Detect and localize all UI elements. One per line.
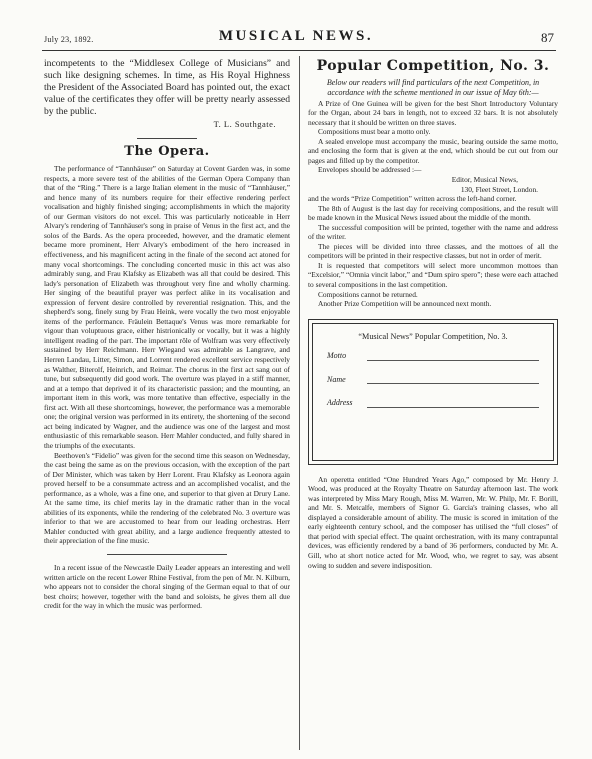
entry-form-inner [312, 323, 554, 461]
competition-paragraph: Envelopes should be addressed :— [318, 165, 422, 175]
address-line[interactable] [367, 399, 539, 408]
left-column [44, 58, 290, 611]
address-label: Address [327, 398, 353, 408]
intro-paragraph: incompetents to the “Middlesex College of Musicians” and such like designing schemes. In time, as His Royal Highness the President of the Associated Board has pointed out, the exact value of the certificates they offer will be pretty nearly assessed by the public. [44, 58, 290, 117]
masthead-title: MUSICAL NEWS. [218, 28, 374, 44]
motto-field[interactable] [327, 351, 539, 361]
newcastle-paragraph: In a recent issue of the Newcastle Daily Leader appears an interesting and well written article on the recent Lower Rhine Festival, from the pen of Mr. N. Kilburn, who appears not to consider the choral singing of the German equal to that of our best choirs; however, together with the band and soloists, he gives them all due credit for the way in which the music was performed. [44, 562, 290, 611]
motto-label: Motto [327, 351, 347, 361]
opera-paragraph-2: Beethoven's “Fidelio” was given for the second time this season on Wednesday, the cast being the same as on the previous occasion, with the exception of the part of Der Minister, which was taken by Herr Lorent. Frau Klafsky as Leonora again proved herself to be a consummate actress and an accomplished vocalist, and the performance, as a whole, was a fine one, and superior to that given at Drury Lane. At the same time, its chief merits lay in the dramatic rather than in the vocal abilities of its exponents, while the rendering of the celebrated No. 3 overture was inferior to that we are accustomed to hear from our leading orchestras. Herr Mahler conducted with great ability, and a large audience frequently attested to their appreciation of the fine music. [44, 450, 290, 546]
editor-address-line-1: Editor, Musical News, [451, 174, 518, 184]
competition-paragraph: A sealed envelope must accompany the music, bearing outside the same motto, and enclosing the form that is given at the end, which should be cut out from our pages and filled up by the competitor. [308, 136, 558, 165]
entry-form-title: “Musical News” Popular Competition, No. 3. [358, 331, 508, 341]
address-field[interactable] [327, 398, 539, 408]
competition-paragraph: and the words “Prize Competition” written across the left-hand corner. [308, 194, 517, 204]
competition-heading: Popular Competition, No. 3. [316, 58, 550, 74]
section-rule [107, 554, 227, 555]
entry-form-coupon [308, 319, 558, 465]
motto-line[interactable] [367, 352, 539, 361]
opera-paragraph-1: The performance of “Tannhäuser” on Saturday at Covent Garden was, in some respects, a more severe test of the abilities of the German Opera Company than that of the “Ring.” There is a large Italian element in the music of “Tannhäuser,” and hence many of its numbers require for their effective rendering perfect vocalisation and highly finished singing; accomplishments in which the majority of our German visitors do not excel. This was particularly noticeable in Herr Alvary's rendering of Tannhäuser's song in praise of Venus in the first act, and the solos of the Bards. As the opera proceeded, however, and the dramatic element became more prominent, Herr Alvary's embodiment of the hero increased in effectiveness, and his magnificent acting in the finale of the second act atoned for many vocal shortcomings. The concluding concerted music in this act was also admirably sung, and Frau Klafsky as Elizabeth was all that could be desired. This lady's personation of Elizabeth was throughout very fine and wholly charming. Her singing of the beautiful prayer was perfect alike in its vocalisation and expression of fervent desire controlled by reverential resignation. This, and the shepherd's song, finely sung by Frau Heink, were vocally the two most enjoyable items of the performance. Fräulein Bettaque's Venus was more remarkable for vigour than voluptuous grace, either histrionically or vocally, but it was a highly intelligent reading of the part. The important rôle of Wolfram was very effectively sustained by Herr Reichmann. Herr Wiegand was admirable as Langrave, and Herren Landau, Litter, Simon, and Lorrent rendered excellent service respectively as Walther, Biterolf, Heinrich, and Reimar. The chorus in the first act sang out of tune, but subsequently did good work. The overture was played in a stiff manner, and at a tempo that deprived it of its characteristic passion; and the mounting, an important item in this work, was more tentative than effective, especially in the first act. With all these shortcomings, however, the performance was a memorable one; the original version was performed in its entirety, the shortening of the second act being indicated by Wagner, and the audience was one of the largest and most enthusiastic of this remarkable season. Herr Mahler conducted, and fully shared in the triumphs of the executants. [44, 164, 290, 450]
competition-paragraph: The 8th of August is the last day for receiving compositions, and the result will be made known in the Musical News issued about the middle of the month. [308, 203, 558, 223]
competition-paragraph: It is requested that competitors will select more uncommon mottoes than “Excelsior,” “Omnia vincit labor,” and “Dum spiro spero”; these were each attached to several compositions in the last competition. [308, 260, 558, 289]
name-line[interactable] [367, 375, 539, 384]
header-rule [42, 50, 556, 51]
competition-paragraph: The pieces will be divided into three classes, and the mottoes of all the competitors will be printed in their respective classes, but not in order of merit. [308, 241, 558, 261]
name-label: Name [327, 374, 346, 384]
section-rule [137, 138, 197, 139]
competition-intro: Below our readers will find particulars of the next Competition, in accordance with the scheme mentioned in our issue of May 6th:— [326, 78, 540, 98]
name-field[interactable] [327, 375, 539, 385]
competition-paragraph: The successful composition will be printed, together with the name and address of the writer. [308, 222, 558, 242]
competition-paragraph: Compositions must bear a motto only. [318, 127, 431, 137]
page-number: 87 [541, 30, 554, 45]
operetta-paragraph: An operetta entitled “One Hundred Years Ago,” composed by Mr. Henry J. Wood, was produced at the Royalty Theatre on Saturday afternoon last. The work was interpreted by Miss Mary Rough, Miss M. Warren, Mr. W. Philp, Mr. F. Borill, and Mr. S. Metcalfe, members of Signor G. Garcia's training classes, who all displayed a considerable amount of ability. The music is scored in imitation of the early eighteenth century school, and the composer has utilised the “full closes” of that period with special effect. The quaint orchestration, with its many contrapuntal devices, was efficiently rendered by a band of 36 performers, conducted by Mr. A. Gill, who at short notice acted for Mr. Wood, who, we regret to say, was absent owing to sudden and severe indisposition. [308, 474, 558, 570]
competition-paragraph: Compositions cannot be returned. [318, 289, 418, 299]
right-column [308, 58, 558, 570]
editor-address-line-2: 130, Fleet Street, London. [460, 184, 538, 194]
column-divider [299, 56, 300, 750]
competition-paragraph: Another Prize Competition will be announced next month. [318, 299, 492, 309]
competition-paragraph: A Prize of One Guinea will be given for the best Short Introductory Voluntary for the Organ, about 24 bars in length, not to exceed 32 bars. It is not absolutely necessary that it should be written on three staves. [308, 98, 558, 127]
issue-date: July 23, 1892. [44, 35, 94, 44]
opera-heading: The Opera. [124, 143, 210, 159]
author-signature: T. L. Southgate. [213, 119, 276, 129]
